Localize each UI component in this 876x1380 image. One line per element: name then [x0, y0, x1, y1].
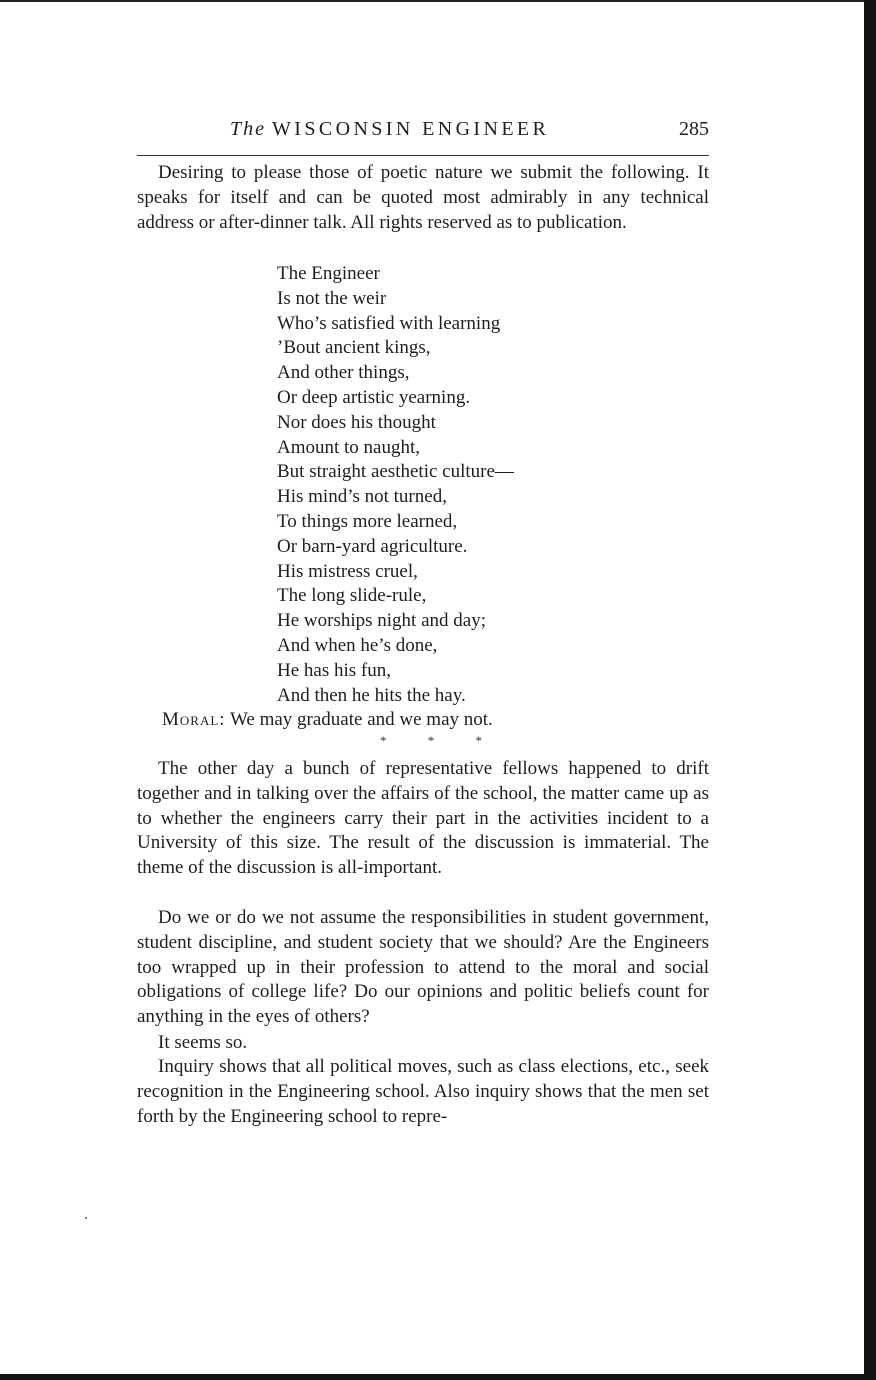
poem-line: He has his fun,: [277, 659, 391, 681]
poem-line: Nor does his thought: [277, 411, 436, 433]
page-right-edge: [864, 0, 876, 1380]
journal-title-prefix: The: [230, 118, 266, 140]
poem-line: Or barn-yard agriculture.: [277, 535, 468, 557]
moral-line: [162, 708, 493, 733]
header-rule: [137, 155, 709, 156]
scan-speck: [85, 1217, 87, 1219]
section-separator: * * *: [380, 733, 501, 748]
paragraph-inquiry: Inquiry shows that all political moves, such as class elections, etc., seek recognition in the Engineering school. Also inquiry shows that the men set forth by the Engineering school to repre-: [137, 1056, 709, 1127]
intro-paragraph: Desiring to please those of poetic nature we submit the following. It speaks for itself and can be quoted most admirably in any technical address or after-dinner talk. All rights reserved as to publication.: [137, 162, 709, 233]
poem-line: And other things,: [277, 362, 410, 384]
page-number: 285: [679, 118, 709, 140]
journal-title-name: WISCONSIN ENGINEER: [272, 118, 550, 140]
poem-line: His mistress cruel,: [277, 560, 418, 582]
paragraph-questions: Do we or do we not assume the responsibilities in student government, student discipline, and student society that we should? Are the Engineers too wrapped up in their profession to attend to the moral and social obligations of college life? Do our opinions and politic beliefs count for anything in the eyes of others?: [137, 907, 709, 1028]
paragraph-discussion: The other day a bunch of representative fellows happened to drift together and in talking over the affairs of the school, the matter came up as to whether the engineers carry their part in the activities incident to a University of this size. The result of the discussion is immaterial. The theme of the discussion is all-important.: [137, 758, 709, 879]
poem-line: He worships night and day;: [277, 610, 486, 632]
moral-text: We may graduate and we may not.: [229, 709, 493, 730]
running-header: [137, 118, 709, 148]
poem-line: Amount to naught,: [277, 436, 421, 458]
page-top-edge: [0, 0, 876, 2]
poem: [277, 262, 514, 708]
poem-line: Who’s satisfied with learning: [277, 312, 501, 334]
poem-line: The Engineer: [277, 263, 380, 284]
poem-line: His mind’s not turned,: [277, 486, 447, 508]
poem-line: ’Bout ancient kings,: [277, 337, 431, 359]
poem-line: The long slide-rule,: [277, 585, 427, 607]
poem-line: And when he’s done,: [277, 634, 438, 656]
poem-line: And then he hits the hay.: [277, 684, 466, 706]
poem-line: Or deep artistic yearning.: [277, 386, 471, 408]
poem-line: Is not the weir: [277, 287, 387, 309]
poem-line: To things more learned,: [277, 510, 458, 532]
paragraph-it-seems-so: It seems so.: [158, 1032, 248, 1053]
poem-line: But straight aesthetic culture—: [277, 461, 514, 483]
moral-label: Moral:: [162, 709, 226, 730]
journal-title: [230, 118, 549, 141]
page-bottom-edge: [0, 1374, 876, 1380]
